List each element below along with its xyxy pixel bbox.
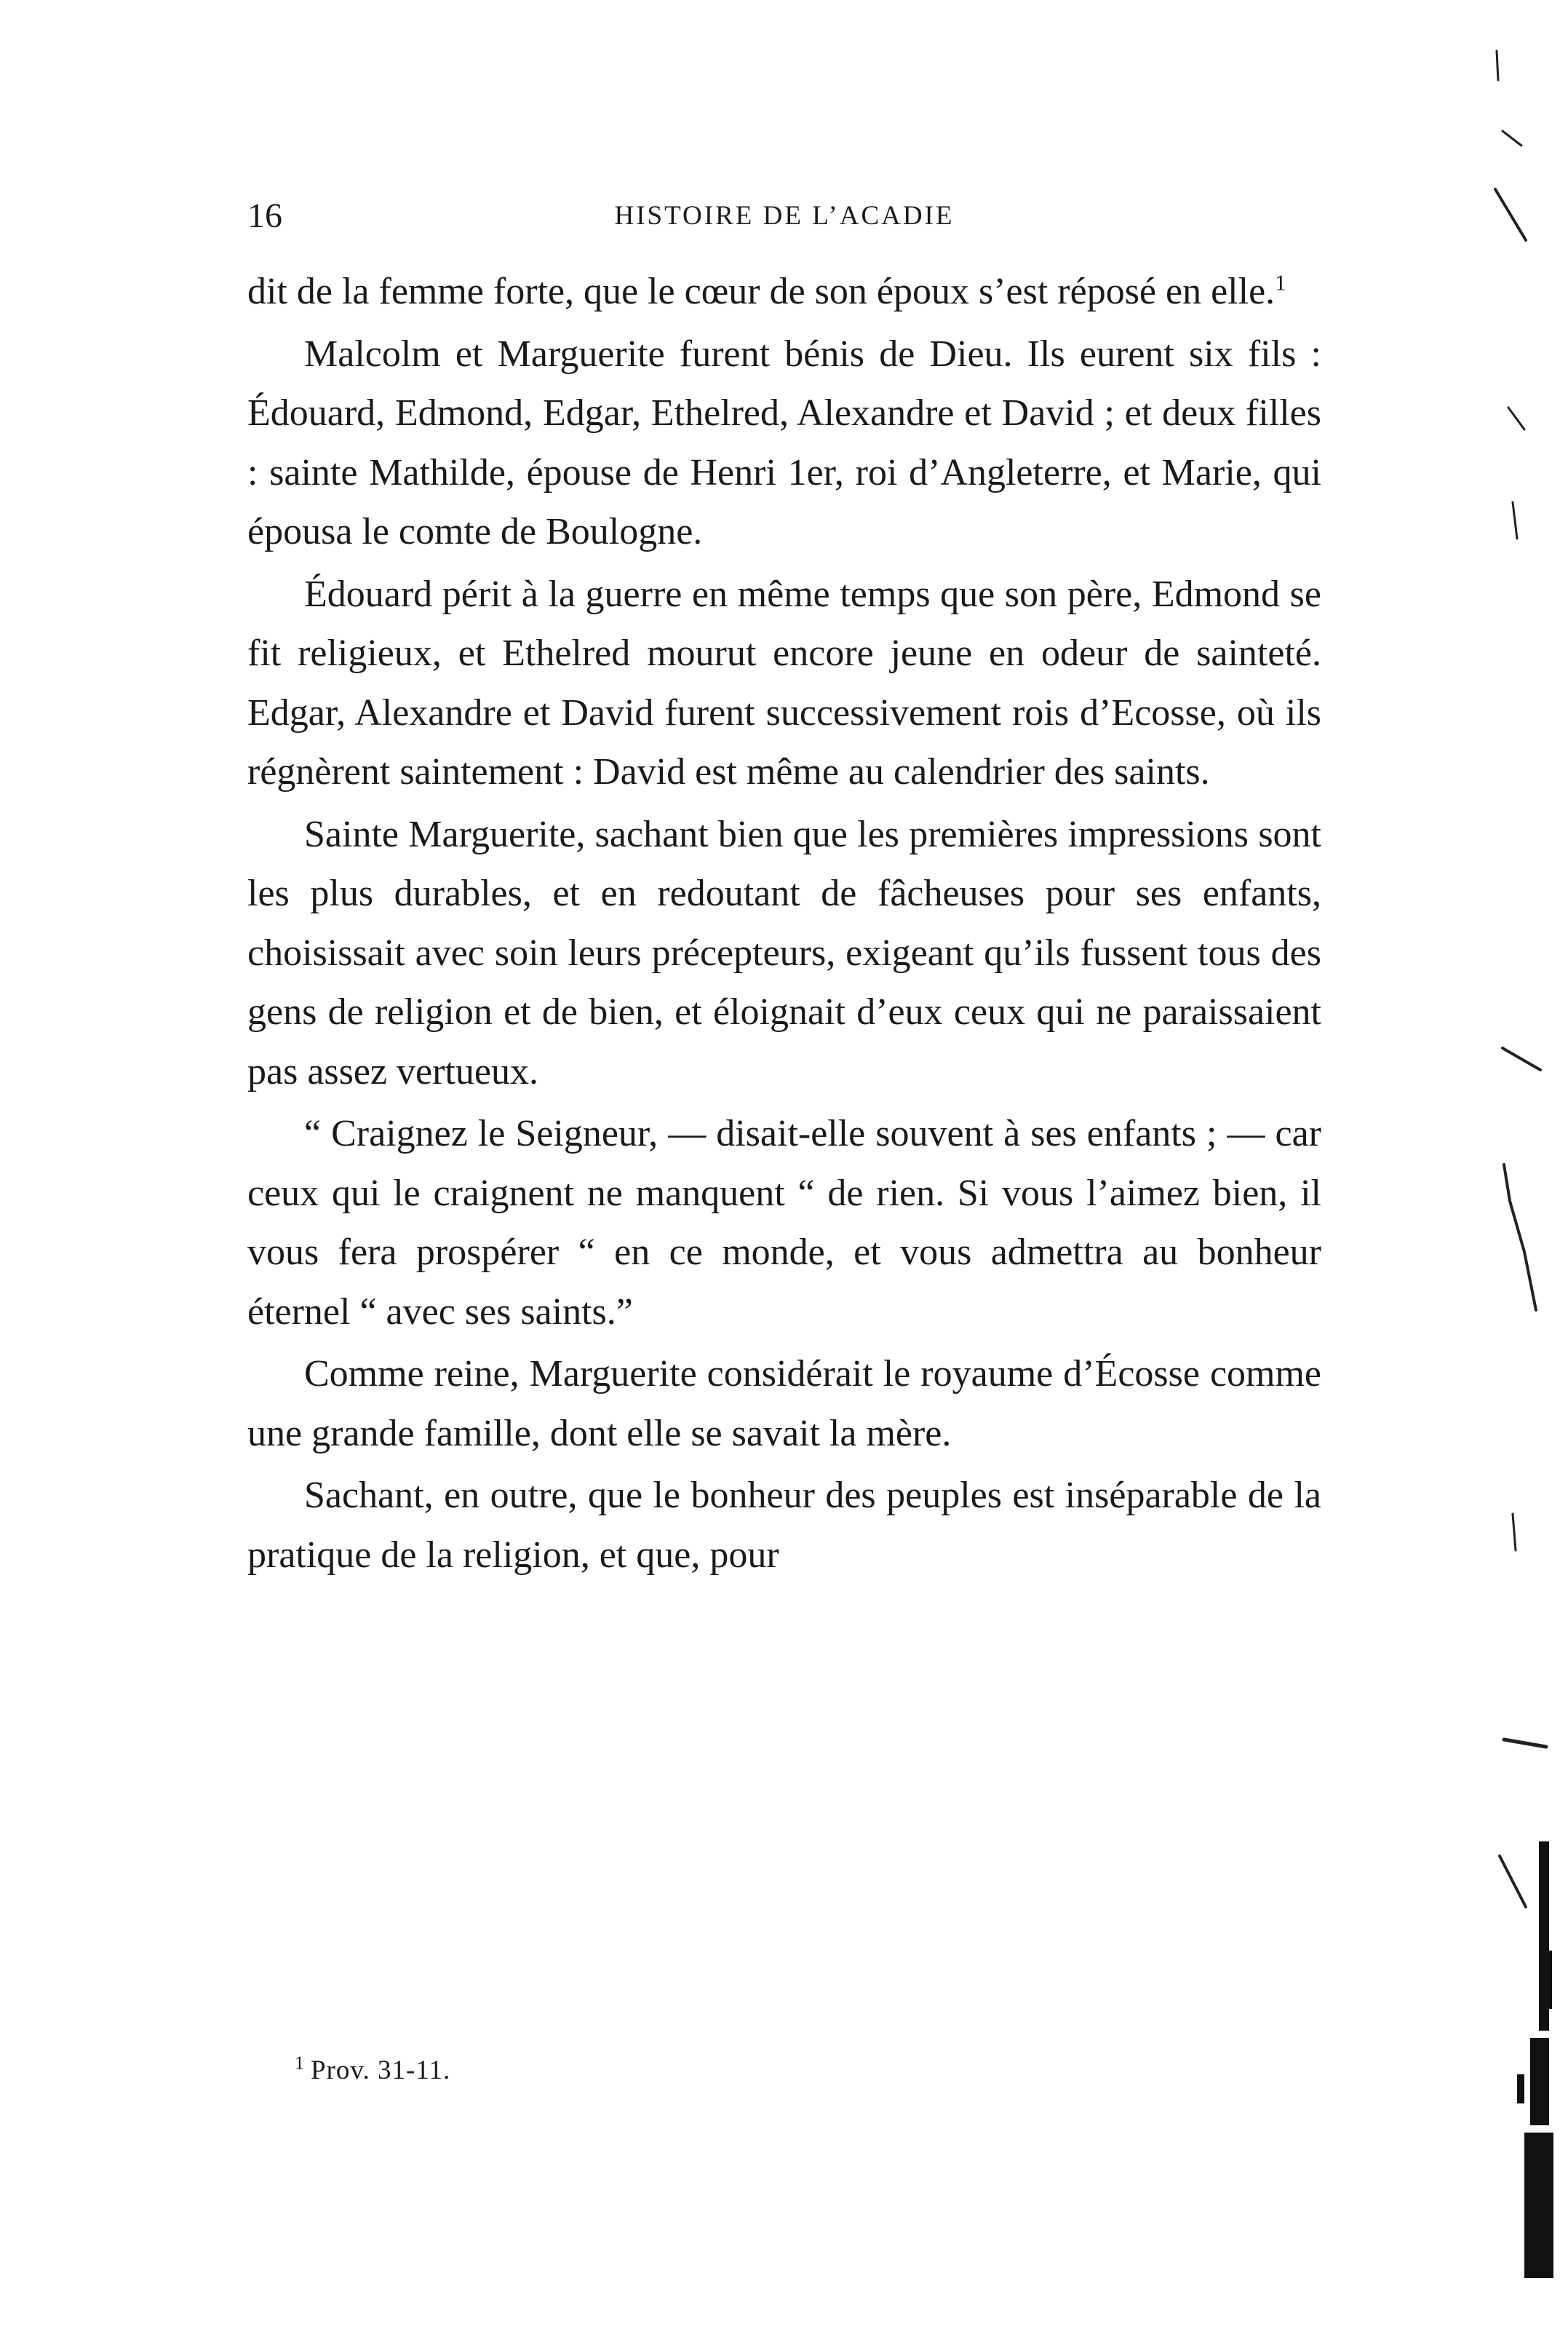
paragraph-7: Sachant, en outre, que le bonheur des peuples est inséparable de la pratique de la religion, et que, pour	[247, 1475, 1321, 1576]
paragraph-4: Sainte Marguerite, sachant bien que les premières impressions sont les plus durables, et en redoutant de fâcheuses pour ses enfants, choisissait avec soin leurs précepteurs, exigeant qu’ils fussent tous des gens de religion et de bien, et éloignait d’eux ceux qui ne paraissaient pas assez vertueux.	[247, 813, 1321, 1092]
paragraph-1	[247, 262, 1321, 322]
page-edge-scan-artifacts	[1473, 0, 1568, 2340]
page-number: 16	[247, 197, 282, 235]
page-header	[247, 191, 1321, 242]
footnote-mark: 1	[295, 2052, 305, 2074]
body-text	[247, 262, 1321, 1587]
paragraph-text: dit de la femme forte, que le cœur de son époux s’est réposé en elle.	[247, 271, 1276, 312]
paragraph-2: Malcolm et Marguerite furent bénis de Dieu. Ils eurent six fils : Édouard, Edmond, Edgar, Ethelred, Alexandre et David ; et deux filles : sainte Mathilde, épouse de Henri 1er, roi d’Angleterre, et Marie, qui épousa le comte de Boulogne.	[247, 333, 1321, 552]
paragraph-5-quote: “ Craignez le Seigneur, — disait-elle souvent à ses enfants ; — car ceux qui le craignent ne manquent “ de rien. Si vous l’aimez bien, il vous fera prospérer “ en ce monde, et vous admettra au bonheur éternel “ avec ses saints.”	[247, 1113, 1321, 1333]
footnote-text: Prov. 31-11.	[311, 2055, 451, 2085]
footnote	[295, 2049, 950, 2093]
paragraph-6: Comme reine, Marguerite considérait le royaume d’Écosse comme une grande famille, dont elle se savait la mère.	[247, 1353, 1321, 1454]
running-head: HISTOIRE DE L’ACADIE	[614, 201, 955, 231]
paragraph-3: Édouard périt à la guerre en même temps que son père, Edmond se fit religieux, et Ethelred mourut encore jeune en odeur de sainteté. Edgar, Alexandre et David furent successivement rois d’Ecosse, où ils régnèrent saintement : David est même au calendrier des saints.	[247, 573, 1321, 793]
footnote-reference: 1	[1275, 269, 1286, 296]
